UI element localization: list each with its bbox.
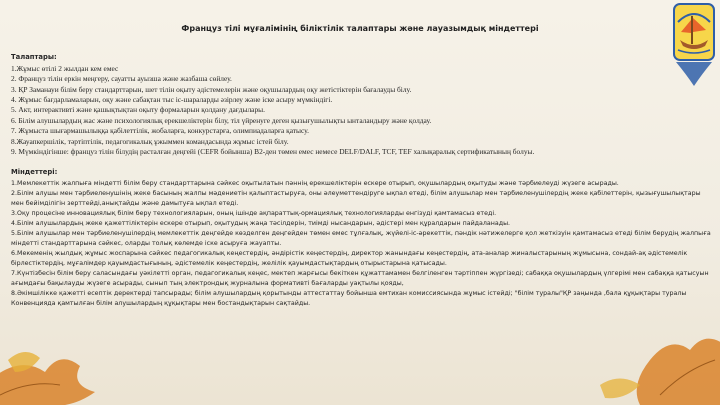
list-item: 5. Акт, интерактивті және қашықтықтан оқыту формаларын қолдану дағдылары. [11,105,265,115]
list-item: 7. Жұмыста шығармашылыққа қабілеттілік, жобаларға, конкурстарға, олимпиадаларға қатысу. [11,126,309,136]
list-item: 1.Мемлекеттік жалпыға міндетті білім беру стандарттарына сәйкес оқытылатын пәннің ерекшеліктерін ескере отырып, оқушылардың оқытуды және тәрбиелеуді жүзеге асырады. [11,180,619,188]
leaf-bottom-right [600,339,720,405]
list-item: 6.Мекеменің жылдық жұмыс жоспарына сәйкес педагогикалық кеңестердің, әндірістік кеңестердің, директор жанындағы кеңестердің, ата-аналар жиналыстарының жұмысына, сондай-ақ әдістемелік бірлестіктердің, мұғалімдер қауымдастығының, әдістемелік кеңестердің, желілік қауымдастықтардың отырыстарына қатысады. [11,250,688,268]
list-item: 2. Француз тілін еркін меңгеру, сауатты ауызша және жазбаша сөйлеу. [11,74,232,84]
duties-list [11,179,711,309]
list-item: 6. Білім алушылардың жас және психологиялық ерекшеліктерін білу, тіл үйренуге деген қызығушылықты ынталандыру және қолдау. [11,115,432,125]
list-item: 5.Білім алушылар мен тәрбиеленушілердің мемлекеттік деңгейде көзделген деңгейден төмен емес тұлғалық, жүйелі-іс-әрекеттік, пәндік нәтижелерге қол жеткізуін қамтамасыз етеді білім берудің жалпыға міндетті стандарттарына сәйкес, оларды толық көлемде іске асыруға жауапты. [11,230,711,248]
requirements-list [11,64,711,158]
duties-heading: Міндеттері: [11,168,58,177]
requirements-heading: Талаптары: [11,53,57,61]
list-item: 8.Жауапкершілік, тәртіптілік, педагогикалық ұжыммен командасында жұмыс істей білу. [11,136,289,146]
list-item: 7.Күнтізбесін білім беру саласындағы уәкілетті орган, педагогикалық кеңес, мектеп жарғысы бекіткен құжаттамамен белгіленген тәртіппен жүргізеді; сабаққа оқушылардың үлгерімі мен сабаққа қатысуын ағымдағы бақылауды жүзеге асырады, сынып тың электрондық журналына формативті бағаларды уақтылы қояды, [11,270,709,288]
list-item: 4.Білім алушылардың жеке қажеттіліктерін ескере отырып, оқытудың жаңа тәсілдерін, тиімді нысандарын, әдістері мен құралдарын пайдаланады. [11,220,511,228]
list-item: 8.Әкімшілікке қажетті есептік деректерді тапсырады; білім алушылардың қорытынды аттестаттау бойынша емтихан комиссиясында жұмыс істейді; "білім туралы"ҚР заңында ,бала құқықтары туралы Конвенцияда қамтылған білім алушылардың құқықтары мен бостандықтарын сақтайды. [11,290,687,308]
leaf-bottom-left [0,352,95,405]
content-body [11,53,711,309]
list-item: 2.Білім алушы мен тәрбиеленушінің жеке басының жалпы мәдениетін қалыптастыруға, оны әлеуметтендіруге ықпал етеді, білім алушылар мен тәрбиеленушілердің жеке қабілеттерін, қызығушылықтары мен бейімділігін зерттейді,анықтайды және дамытуға ықпал етеді. [11,190,701,208]
list-item: 9. Мүмкіндігінше: француз тілін білудің расталған деңгейі (CEFR бойынша) B2-ден төмен емес немесе DELF/DALF, TCF, TEF халықаралық сертификатының болуы. [11,147,535,157]
list-item: 3.Оқу процесіне инновациялық білім беру технологияларын, оның ішінде ақпараттық-ормациялық технологияларды енгізуді қамтамасыз етеді. [11,210,497,218]
list-item: 4. Жұмыс бағдарламаларын, оқу және сабақтан тыс іс-шараларды әзірлеу және іске асыру мүмкіндігі. [11,95,333,105]
list-item: 3. ҚР Заманауи білім беру стандарттарын, шет тілін оқыту әдістемелерін және оқушылардың оқу жетістіктерін бағалауды білу. [11,84,412,94]
list-item: 1.Жұмыс өтілі 2 жылдан кем емес [11,63,119,73]
section-spacer [11,157,711,168]
page-title: Француз тілі мұғалімінің біліктілік талаптары және лауазымдық міндеттері [181,24,539,33]
